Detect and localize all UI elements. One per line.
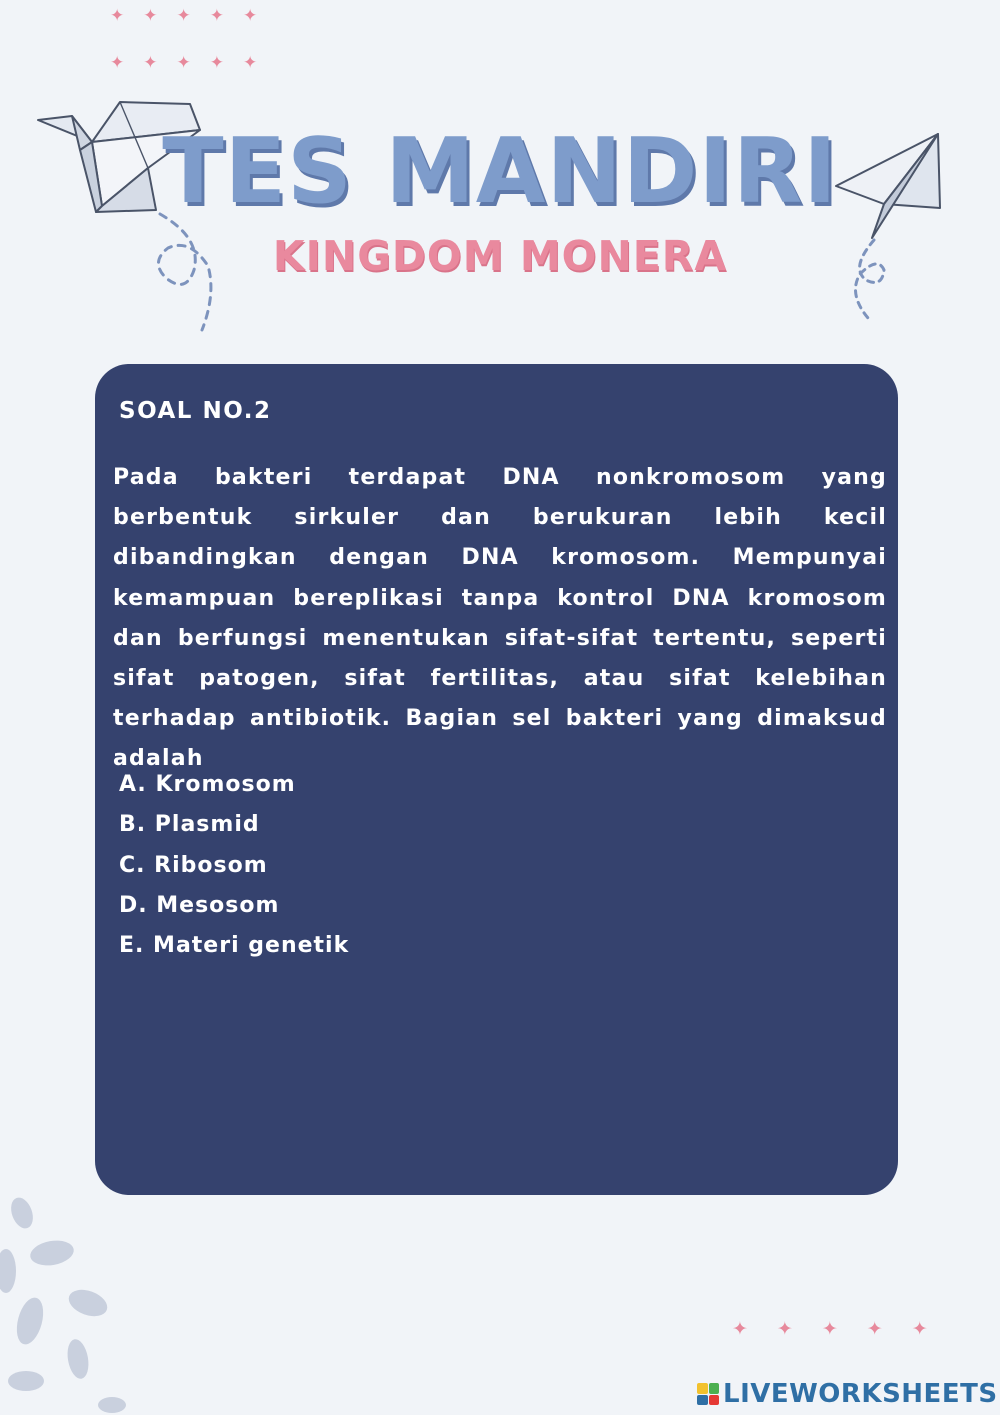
answer-option-e: E. Materi genetik (119, 933, 350, 959)
sparkle-icon: ✦ (209, 6, 224, 26)
question-text: Pada bakteri terdapat DNA nonkromosom yang berbentuk sirkuler dan berukuran lebih kecil dibandingkan dengan DNA kromosom. Mempunyai kemampuan bereplikasi tanpa kontrol DNA kromosom dan berfungsi menentukan sifat-sifat tertentu, seperti sifat patogen, sifat fertilitas, atau sifat kelebihan terhadap antibiotik. Bagian sel bakteri yang dimaksud adalah (113, 465, 887, 772)
answer-option-d: D. Mesosom (119, 892, 280, 918)
sparkle-icon: ✦ (209, 53, 224, 73)
sparkle-icon: ✦ (143, 53, 158, 73)
sparkle-icon: ✦ (110, 6, 125, 26)
sparkle-row-bottom (732, 1320, 928, 1339)
logo-text: LIVEWORKSHEETS (723, 1379, 998, 1409)
answer-option-c: C. Ribosom (119, 852, 268, 878)
sparkle-icon: ✦ (821, 1318, 838, 1340)
sparkle-icon: ✦ (243, 6, 258, 26)
sparkle-icon: ✦ (110, 53, 125, 73)
liveworksheets-logo-icon (697, 1383, 719, 1405)
question-number-label: SOAL NO.2 (119, 398, 272, 424)
sparkle-icon: ✦ (732, 1318, 748, 1340)
sparkle-icon: ✦ (776, 1318, 793, 1340)
sparkle-icon: ✦ (243, 53, 258, 73)
answer-option-b: B. Plasmid (119, 812, 260, 838)
sparkle-row-top-2 (110, 55, 257, 72)
page-subtitle: KINGDOM MONERA (272, 232, 728, 280)
sparkle-icon: ✦ (176, 53, 191, 73)
page-title: TES MANDIRI (162, 119, 838, 224)
answer-options-list (119, 765, 349, 966)
liveworksheets-logo (697, 1381, 998, 1407)
sparkle-row-top-1 (110, 8, 257, 25)
dots-decoration (0, 1195, 130, 1415)
sparkle-icon: ✦ (176, 6, 191, 26)
sparkle-icon: ✦ (143, 6, 158, 26)
sparkle-icon: ✦ (866, 1318, 883, 1340)
sparkle-icon: ✦ (911, 1318, 928, 1340)
question-card (95, 364, 898, 1195)
answer-option-a: A. Kromosom (119, 772, 296, 797)
